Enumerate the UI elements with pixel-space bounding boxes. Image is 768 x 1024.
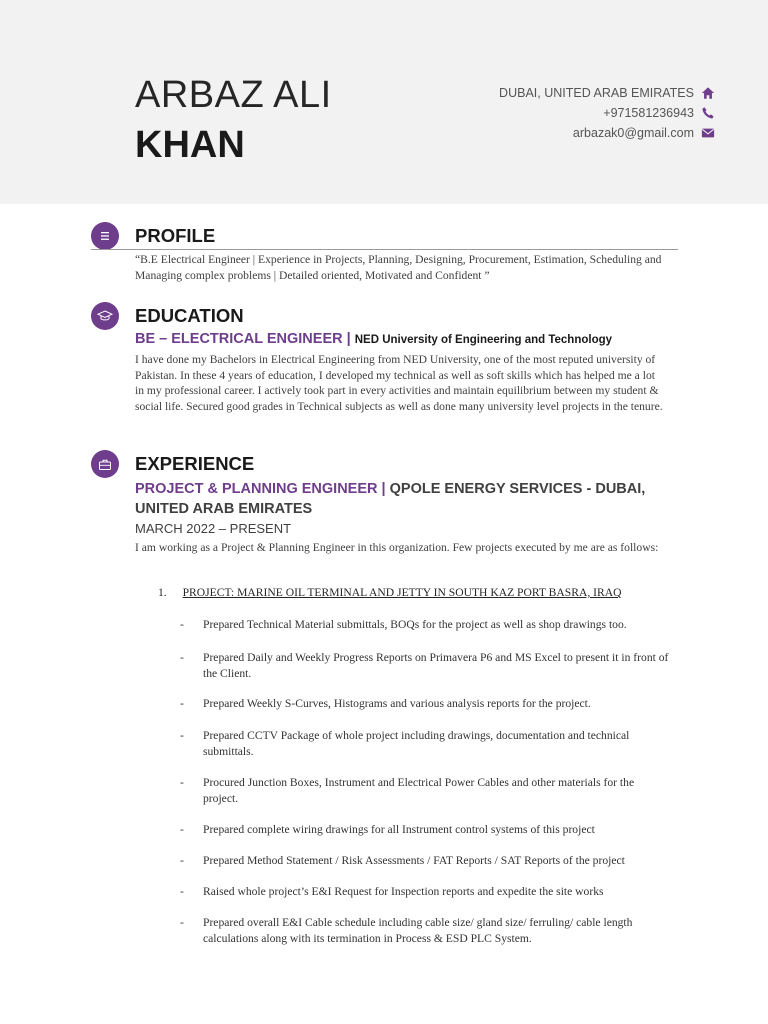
contact-location (499, 86, 715, 100)
project-number: 1. (158, 586, 167, 599)
bullet-text: Prepared Method Statement / Risk Assessments / FAT Reports / SAT Reports of the project (203, 854, 625, 867)
bullet-marker: - (180, 854, 184, 867)
resume-header (0, 0, 768, 204)
bullet-marker: - (180, 697, 184, 710)
list-item (180, 617, 670, 633)
email-icon (701, 126, 715, 140)
bullet-marker: - (180, 729, 184, 742)
bullet-marker: - (180, 651, 184, 664)
bullet-text: Prepared complete wiring drawings for all Instrument control systems of this project (203, 823, 595, 836)
contact-email (573, 126, 715, 140)
section-divider (91, 249, 678, 250)
bullet-marker: - (180, 618, 184, 631)
job-dates: MARCH 2022 – PRESENT (135, 521, 292, 536)
list-item (180, 728, 670, 759)
location-text: DUBAI, UNITED ARAB EMIRATES (499, 86, 694, 100)
phone-text: +971581236943 (603, 106, 694, 120)
home-icon (701, 86, 715, 100)
project-title: PROJECT: MARINE OIL TERMINAL AND JETTY IN SOUTH KAZ PORT BASRA, IRAQ (182, 586, 622, 599)
bullet-text: Prepared Weekly S-Curves, Histograms and various analysis reports for the project. (203, 697, 591, 710)
bullet-text: Prepared CCTV Package of whole project including drawings, documentation and technical submittals. (203, 729, 630, 758)
project-heading (158, 586, 621, 599)
last-name: KHAN (135, 124, 245, 166)
bullet-text: Prepared Daily and Weekly Progress Reports on Primavera P6 and MS Excel to present it in front of the Client. (203, 651, 669, 680)
list-item (180, 696, 670, 712)
list-item (180, 884, 670, 900)
bullet-text: Raised whole project’s E&I Request for Inspection reports and expedite the site works (203, 885, 604, 898)
phone-icon (701, 106, 715, 120)
email-text[interactable]: arbazak0@gmail.com (572, 126, 694, 140)
briefcase-icon (98, 458, 112, 471)
list-item (180, 915, 670, 946)
list-icon (99, 230, 111, 242)
experience-heading: EXPERIENCE (135, 453, 255, 474)
list-item (180, 650, 670, 681)
degree-title: BE – ELECTRICAL ENGINEER | (135, 331, 351, 347)
education-heading: EDUCATION (135, 305, 244, 326)
list-item (180, 853, 670, 869)
experience-intro: I am working as a Project & Planning Engineer in this organization. Few projects executed by me are as follows: (135, 541, 659, 554)
experience-section-icon (91, 450, 119, 478)
bullet-text: Prepared overall E&I Cable schedule including cable size/ gland size/ ferruling/ cable length calculations along with its termination in Process & ESD PLC System. (203, 916, 633, 945)
list-item (180, 822, 670, 838)
bullet-text: Prepared Technical Material submittals, BOQs for the project as well as shop drawings too. (203, 618, 627, 631)
profile-section-icon (91, 222, 119, 250)
job-role: PROJECT & PLANNING ENGINEER | (135, 481, 386, 497)
degree-line (135, 331, 612, 347)
profile-heading: PROFILE (135, 225, 216, 246)
job-title-line (135, 479, 675, 519)
university-name: NED University of Engineering and Technology (354, 334, 613, 346)
company-name: QPOLE ENERGY SERVICES - DUBAI, UNITED ARAB EMIRATES (135, 481, 646, 517)
list-item (180, 775, 670, 806)
bullet-marker: - (180, 916, 184, 929)
profile-summary: “B.E Electrical Engineer | Experience in Projects, Planning, Designing, Procurement, Estimation, Scheduling and Managing complex problems | Detailed oriented, Motivated and Confident ” (135, 253, 662, 282)
first-name: ARBAZ ALI (135, 74, 332, 116)
bullet-marker: - (180, 823, 184, 836)
graduation-cap-icon (97, 309, 113, 323)
contact-phone (603, 106, 715, 120)
bullet-text: Procured Junction Boxes, Instrument and Electrical Power Cables and other materials for the project. (203, 776, 635, 805)
education-description: I have done my Bachelors in Electrical Engineering from NED University, one of the most reputed university of Pakistan. In these 4 years of education, I developed my technical as well as soft skills which has helped me a lot in my professional career. I actively took part in every activities and maintain equilibrium between my student & social life. Secured good grades in Technical subjects as well as done many university level projects in the tenure. (135, 353, 663, 413)
education-section-icon (91, 302, 119, 330)
bullet-marker: - (180, 776, 184, 789)
bullet-marker: - (180, 885, 184, 898)
